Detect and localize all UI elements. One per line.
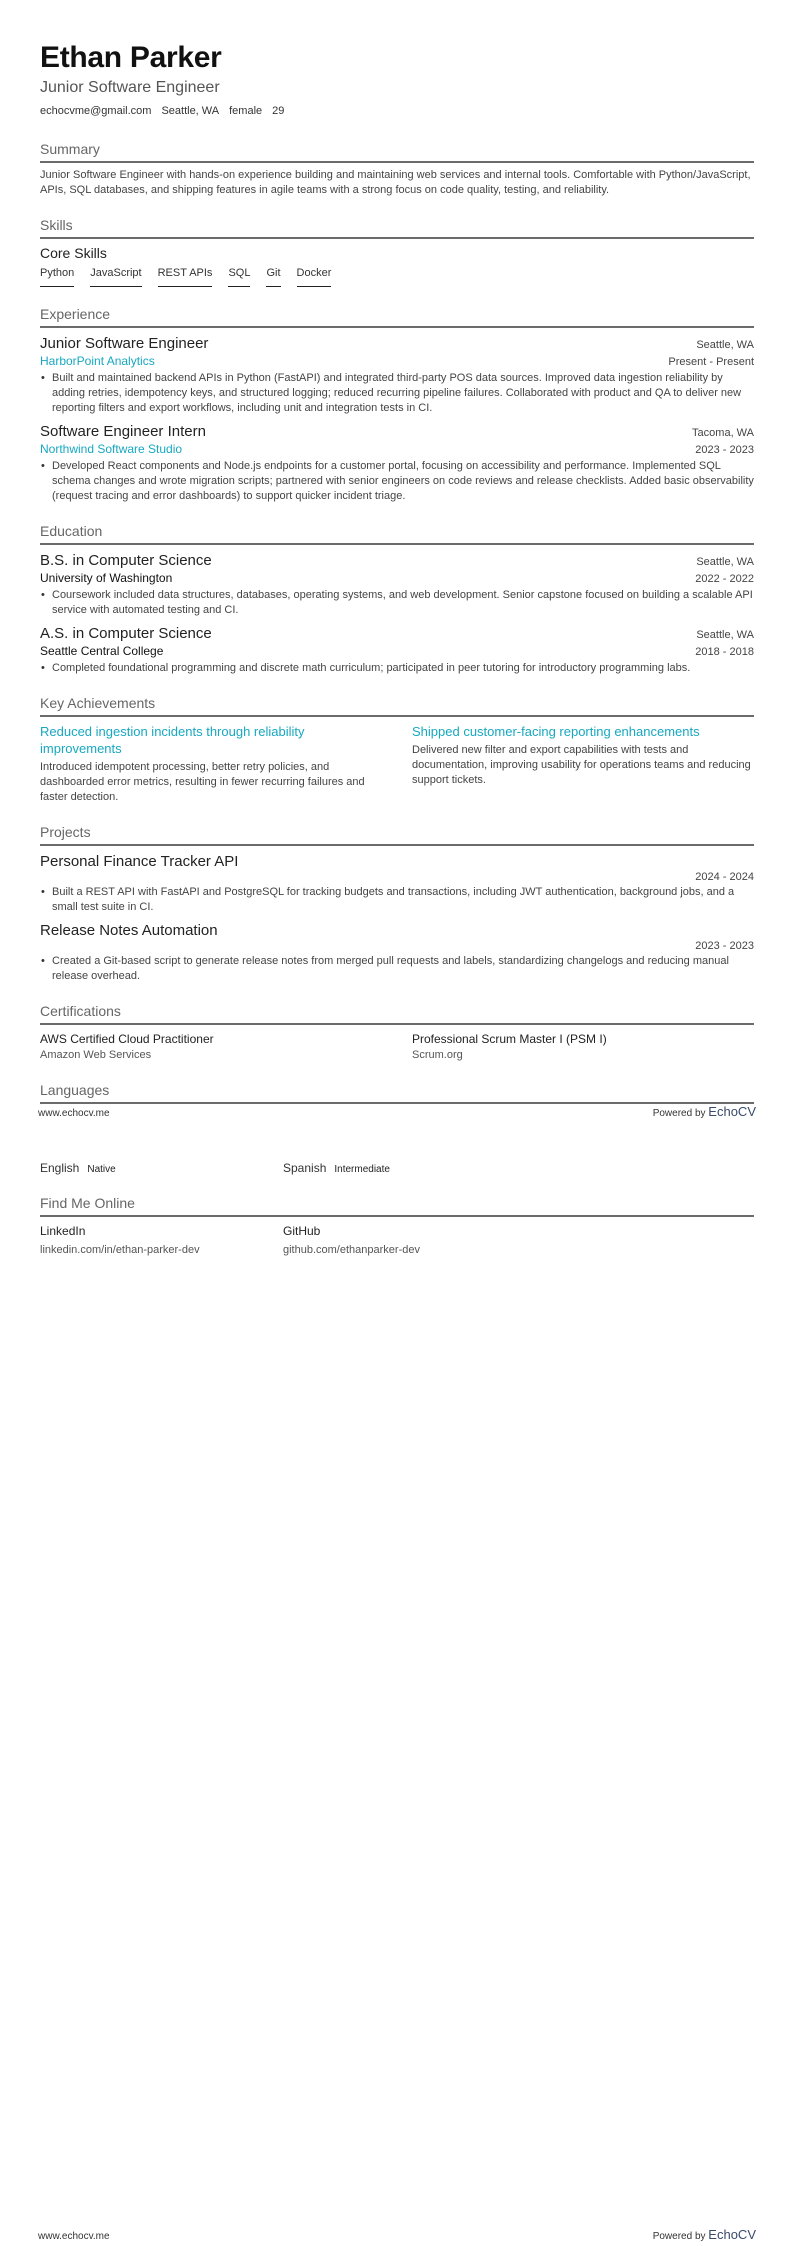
job-bullet: • Built and maintained backend APIs in Python (FastAPI) and integrated third-party POS data sources. Improved data ingestion reliability by adding retries, idempotency keys, and structured logging; reduced recurring pipeline failures. Collaborated with product and QA to deliver new reporting filters and export workflows, including unit and integration tests in CI.: [40, 371, 754, 416]
section-title: Summary: [40, 140, 754, 163]
achievement-item: [412, 723, 754, 805]
footer-site-link[interactable]: www.echocv.me: [38, 2231, 110, 2242]
experience-entry: [40, 422, 754, 504]
language-name: Spanish: [283, 1161, 327, 1175]
project-name: Release Notes Automation: [40, 922, 218, 939]
project-entry: [40, 852, 754, 915]
certification-name: AWS Certified Cloud Practitioner: [40, 1032, 214, 1046]
education-bullet: • Coursework included data structures, databases, operating systems, and web development. Senior capstone focused on building a scalable API service with automated testing and CI.: [40, 588, 754, 618]
languages-section: [40, 1081, 754, 1104]
contact-info: [40, 104, 754, 118]
skill-tag: SQL: [228, 266, 250, 287]
section-title: Languages: [40, 1081, 754, 1104]
certification-name: Professional Scrum Master I (PSM I): [412, 1032, 607, 1046]
github-link[interactable]: github.com/ethanparker-dev: [283, 1244, 420, 1256]
project-bullet: • Created a Git-based script to generate release notes from merged pull requests and labels, standardizing changelogs and reducing manual release overhead.: [40, 954, 754, 984]
company-name: HarborPoint Analytics: [40, 354, 155, 368]
experience-entry: [40, 334, 754, 416]
online-profile: [283, 1223, 526, 1258]
brand-name[interactable]: EchoCV: [708, 2227, 756, 2242]
section-title: Certifications: [40, 1002, 754, 1025]
footer-powered-by: [653, 1104, 756, 1119]
job-dates: Present - Present: [668, 356, 754, 368]
languages-list: [40, 1161, 754, 1175]
language-item: [283, 1161, 526, 1175]
profile-label: LinkedIn: [40, 1224, 86, 1238]
section-title: Experience: [40, 305, 754, 328]
school-name: Seattle Central College: [40, 644, 164, 658]
section-title: Education: [40, 522, 754, 545]
education-entry: [40, 624, 754, 676]
skill-tag: JavaScript: [90, 266, 141, 287]
page-two-content: [40, 1161, 754, 1258]
achievements-section: [40, 694, 754, 805]
brand-name[interactable]: EchoCV: [708, 1104, 756, 1119]
education-entry: [40, 551, 754, 618]
section-title: Key Achievements: [40, 694, 754, 717]
profile-label: GitHub: [283, 1224, 321, 1238]
achievement-item: [40, 723, 382, 805]
powered-by-label: Powered by: [652, 1108, 706, 1119]
section-title: Find Me Online: [40, 1194, 754, 1217]
job-dates: 2023 - 2023: [695, 444, 754, 456]
skill-tag: Git: [266, 266, 280, 287]
projects-section: [40, 823, 754, 984]
language-name: English: [40, 1161, 80, 1175]
experience-section: [40, 305, 754, 504]
school-location: Seattle, WA: [696, 629, 754, 641]
school-name: University of Washington: [40, 571, 173, 585]
skill-tag: Python: [40, 266, 74, 287]
footer-site-link[interactable]: www.echocv.me: [38, 1108, 110, 1119]
school-location: Seattle, WA: [696, 556, 754, 568]
project-dates: 2024 - 2024: [695, 871, 754, 883]
resume-header: [40, 40, 754, 118]
contact-email[interactable]: echocvme@gmail.com: [40, 105, 152, 117]
linkedin-link[interactable]: linkedin.com/in/ethan-parker-dev: [40, 1244, 200, 1256]
section-title: Projects: [40, 823, 754, 846]
contact-gender: female: [229, 105, 263, 117]
candidate-name: Ethan Parker: [40, 41, 222, 74]
certification-issuer: Amazon Web Services: [40, 1049, 152, 1061]
project-bullet: • Built a REST API with FastAPI and PostgreSQL for tracking budgets and transactions, including JWT authentication, background jobs, and a small test suite in CI.: [40, 885, 754, 915]
job-title: Junior Software Engineer: [40, 335, 209, 352]
online-profile: [40, 1223, 283, 1258]
contact-age: 29: [272, 105, 285, 117]
job-location: Tacoma, WA: [692, 427, 754, 439]
page-footer: [38, 1104, 756, 1119]
degree-title: B.S. in Computer Science: [40, 552, 212, 569]
job-bullet: • Developed React components and Node.js endpoints for a customer portal, focusing on accessibility and performance. Implemented SQL schema changes and wrote migration scripts; partnered with senior engineers on code reviews and release checklists. Added basic observability (request tracing and error dashboards) to support quicker incident triage.: [40, 459, 754, 504]
education-section: [40, 522, 754, 676]
education-dates: 2022 - 2022: [695, 573, 754, 585]
contact-location: Seattle, WA: [161, 105, 220, 117]
section-title: Skills: [40, 216, 754, 239]
certification-item: [40, 1031, 382, 1063]
education-bullet: • Completed foundational programming and discrete math curriculum; participated in peer tutoring for introductory programming labs.: [40, 661, 754, 676]
job-location: Seattle, WA: [696, 339, 754, 351]
summary-text: Junior Software Engineer with hands-on experience building and maintaining web services and internal tools. Comfortable with Python/JavaScript, APIs, SQL databases, and shipping features in agile teams with a strong focus on code quality, testing, and reliability.: [40, 169, 751, 196]
skills-list: [40, 266, 754, 287]
achievement-title: Reduced ingestion incidents through reliability improvements: [40, 724, 305, 756]
project-entry: [40, 921, 754, 984]
footer-powered-by: [653, 2227, 756, 2242]
project-name: Personal Finance Tracker API: [40, 853, 239, 870]
online-section: [40, 1194, 754, 1258]
company-name: Northwind Software Studio: [40, 442, 183, 456]
skill-tag: Docker: [297, 266, 332, 287]
candidate-headline: Junior Software Engineer: [40, 79, 220, 96]
language-level: Native: [87, 1164, 116, 1175]
education-dates: 2018 - 2018: [695, 646, 754, 658]
skill-tag: REST APIs: [158, 266, 213, 287]
certifications-section: [40, 1002, 754, 1063]
language-level: Intermediate: [334, 1164, 390, 1175]
summary-section: [40, 140, 754, 198]
skills-section: [40, 216, 754, 287]
achievement-title: Shipped customer-facing reporting enhancements: [412, 724, 700, 739]
job-title: Software Engineer Intern: [40, 423, 206, 440]
degree-title: A.S. in Computer Science: [40, 625, 212, 642]
skills-group-title: Core Skills: [40, 245, 107, 261]
achievement-text: Delivered new filter and export capabilities with tests and documentation, improving usability for operations teams and reducing support tickets.: [412, 744, 751, 786]
certification-issuer: Scrum.org: [412, 1049, 463, 1061]
achievement-text: Introduced idempotent processing, better retry policies, and dashboarded error metrics, resulting in fewer recurring failures and faster detection.: [40, 761, 365, 803]
certification-item: [412, 1031, 754, 1063]
powered-by-label: Powered by: [652, 2231, 706, 2242]
project-dates: 2023 - 2023: [695, 940, 754, 952]
page-footer: [38, 2227, 756, 2242]
language-item: [40, 1161, 283, 1175]
